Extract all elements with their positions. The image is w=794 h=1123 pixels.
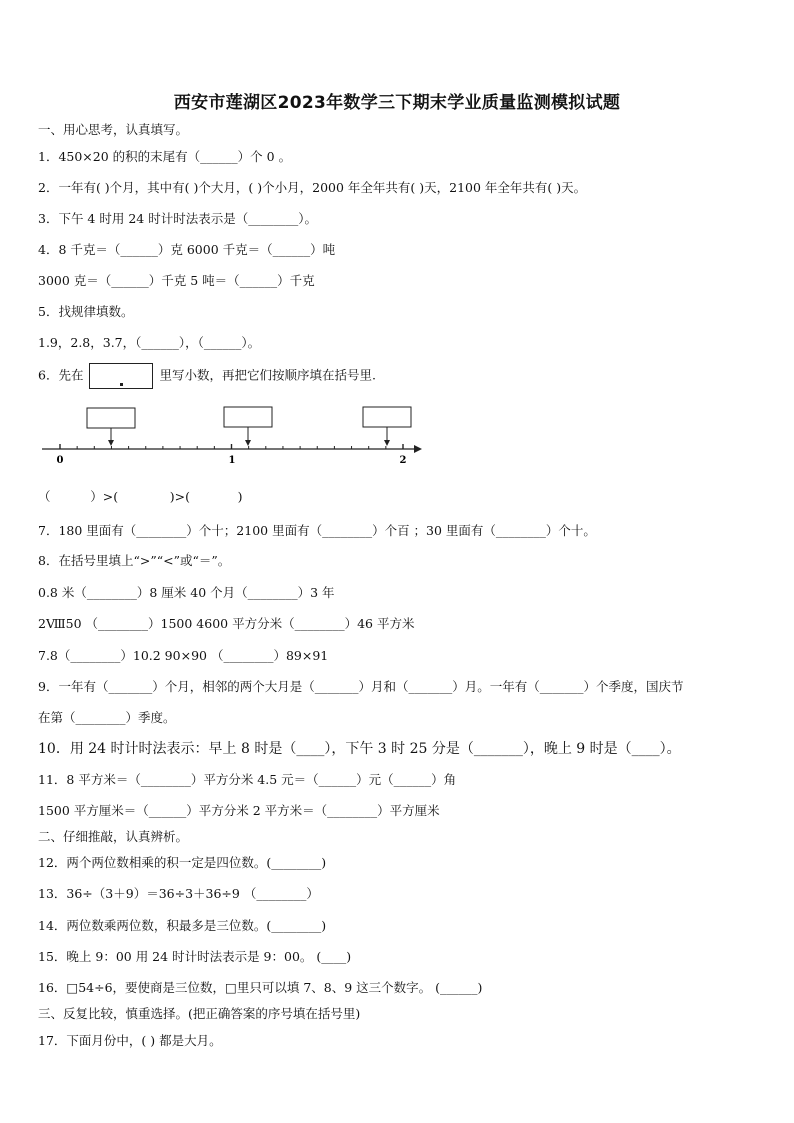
section-2-heading: 二、仔细推敲，认真辨析。: [38, 829, 189, 844]
question-10: 10．用 24 时计时法表示：早上 8 时是（____），下午 3 时 25 分是（_______），晚上 9 时是（____）。: [38, 741, 681, 757]
question-7: 7．180 里面有（________）个十；2100 里面有（________）个百 ；30 里面有（________）个十。: [38, 523, 596, 538]
number-line: [30, 400, 430, 470]
answer-box-3: [363, 407, 411, 427]
question-4a: 4．8 千克＝（______）克 6000 千克＝（______）吨: [38, 242, 336, 257]
question-11b: 1500 平方厘米＝（______）平方分米 2 平方米＝（________）平方厘米: [38, 803, 440, 818]
question-8b: 2Ⅷ50 （________）1500 4600 平方分米（________）46 平方米: [38, 616, 415, 631]
question-9a: 9．一年有（_______）个月，相邻的两个大月是（_______）月和（_______）月。一年有（_______）个季度，国庆节: [38, 679, 684, 694]
tick-label-2: 2: [399, 455, 407, 466]
question-6-answer-line: （ ）>( )>( ): [38, 489, 243, 504]
section-1-heading: 一、用心思考，认真填写。: [38, 122, 189, 137]
question-3: 3．下午 4 时用 24 时计时法表示是（________）。: [38, 211, 317, 226]
question-9b: 在第（________）季度。: [38, 710, 176, 725]
question-2: 2．一年有( )个月，其中有( )个大月，( )个小月，2000 年全年共有( )天，2100 年全年共有( )天。: [38, 180, 587, 195]
section-3-heading: 三、反复比较，慎重选择。(把正确答案的序号填在括号里): [38, 1006, 361, 1021]
number-line-boxes: [87, 407, 411, 446]
answer-box-2: [224, 407, 272, 427]
question-6-prefix: 6．先在: [38, 367, 84, 383]
question-11a: 11．8 平方米＝（________）平方分米 4.5 元＝（______）元（______）角: [38, 772, 457, 787]
decimal-box-sample: [89, 363, 153, 389]
question-13: 13．36÷（3＋9）＝36÷3＋36÷9 （________）: [38, 886, 319, 901]
number-line-arrow: [414, 445, 422, 453]
question-8c: 7.8（________）10.2 90×90 （________）89×91: [38, 648, 329, 663]
question-1: 1．450×20 的积的末尾有（______）个 0 。: [38, 149, 292, 164]
tick-label-1: 1: [228, 455, 236, 466]
question-6: [38, 363, 376, 389]
question-17: 17．下面月份中，( ) 都是大月。: [38, 1033, 222, 1048]
answer-box-1: [87, 408, 135, 428]
question-15: 15．晚上 9：00 用 24 时计时法表示是 9：00。 (____): [38, 949, 352, 964]
question-14: 14．两位数乘两位数，积最多是三位数。(________): [38, 918, 327, 933]
question-6-suffix: 里写小数，再把它们按顺序填在括号里.: [159, 367, 376, 383]
question-4b: 3000 克＝（______）千克 5 吨＝（______）千克: [38, 273, 315, 288]
question-8: 8．在括号里填上“>”“<”或“＝”。: [38, 553, 231, 568]
question-5-sequence: 1.9，2.8，3.7，（______），（______）。: [38, 335, 261, 350]
question-5: 5．找规律填数。: [38, 304, 134, 319]
question-12: 12．两个两位数相乘的积一定是四位数。(________): [38, 855, 327, 870]
tick-label-0: 0: [56, 455, 64, 466]
question-8a: 0.8 米（________）8 厘米 40 个月（________）3 年: [38, 585, 335, 600]
exam-title: 西安市莲湖区2023年数学三下期末学业质量监测模拟试题: [173, 93, 621, 113]
question-16: 16．□54÷6，要使商是三位数，□里只可以填 7、8、9 这三个数字。 (______): [38, 980, 483, 995]
